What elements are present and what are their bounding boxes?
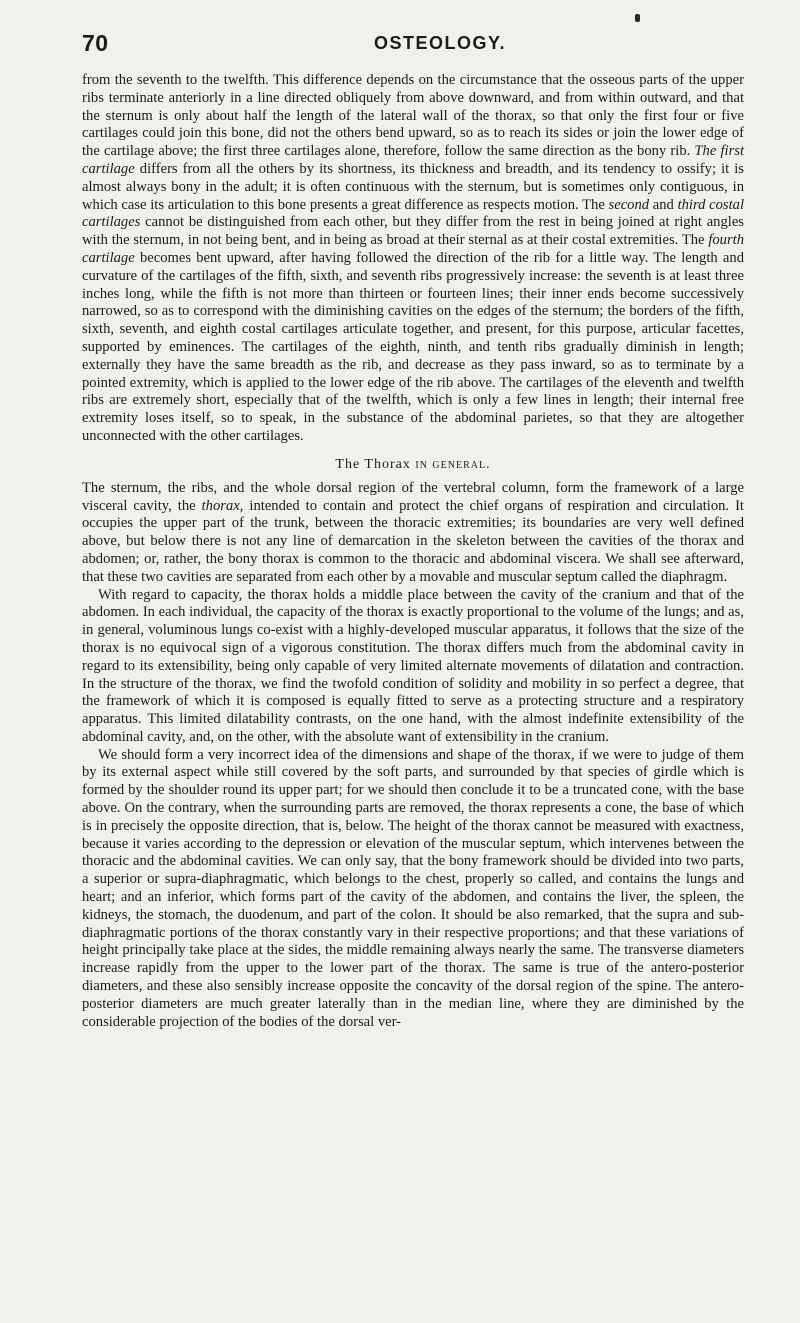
text-span: intended to contain and protect the chief organs of respiration and circulation. It occupies the upper part of the trunk, between the thoracic extremities; its boundaries are very well defined above, but below there is not any line of demarcation in the skeleton between the cavities of the thorax and abdomen; or, rather, the bony thorax is common to the thoracic and abdominal viscera. We shall see afterward, that these two cavities are separated from each other by a movable and muscular septum called the diaphragm.	[82, 497, 744, 585]
section-heading-rest: in general.	[410, 456, 491, 472]
text-span: becomes bent upward, after having followed the direction of the rib for a little way. The length and curvature of the cartilages of the fifth, sixth, and seventh ribs progressively increase: the seventh is at least three inches long, while the fifth is not more than thirteen or fourteen lines; their inner ends become successively narrowed, so as to correspond with the diminishing cavities on the edges of the sternum; the borders of the fifth, sixth, seventh, and eighth costal cartilages articulate together, and present, for this purpose, articular facettes, supported by eminences. The cartilages of the eighth, ninth, and tenth ribs gradually diminish in length; externally they have the same breadth as the rib, and decrease as they pass inward, so as to terminate by a pointed extremity, which is applied to the lower edge of the rib above. The cartilages of the eleventh and twelfth ribs are extremely short, especially that of the twelfth, which is only a few lines in length; their internal free extremity loses itself, so to speak, in the substance of the abdominal parietes, so that they are altogether unconnected with the other cartilages.	[82, 249, 744, 444]
section-heading-main: The Thorax	[335, 456, 411, 472]
italic-term: thorax,	[201, 497, 244, 514]
text-span: The sternum, the ribs, and the whole dorsal region of the vertebral column, form the framework of a large visceral cavity, the	[82, 479, 744, 514]
section-heading	[82, 456, 744, 474]
text-span: differs from all the others by its shortness, its thickness and breadth, and its tendency to ossify; it is almost always bony in the adult; it is often continuous with the sternum, but is sometimes only contiguous, in which case its articulation to this bone presents a great difference as respects motion. The	[82, 160, 744, 213]
italic-term: fourth cartilage	[82, 232, 744, 266]
paragraph-thorax-intro	[82, 480, 744, 587]
body-text	[82, 72, 744, 1031]
italic-term: second	[608, 196, 650, 213]
text-span: from the seventh to the twelfth. This difference depends on the circumstance that the osseous parts of the upper ribs terminate anteriorly in a line directed obliquely from above downward, and from within outward, and that the sternum is only about half the length of the lateral wall of the thorax, so that only the first four or five cartilages could join this bone, did not the others bend upward, so as to reach its sides or join the lower edge of the cartilage above; the first three cartilages alone, therefore, follow the same direction as the bony rib.	[82, 72, 744, 160]
paragraph-cartilages	[82, 72, 744, 446]
italic-term: third costal cartilages	[82, 196, 744, 231]
paragraph-dimensions: We should form a very incorrect idea of the dimensions and shape of the thorax, if we were to judge of them by its external aspect while still covered by the soft parts, and surrounded by that species of girdle which is formed by the shoulder round its upper part; for we should then conclude it to be a truncated cone, with the base above. On the contrary, when the surrounding parts are removed, the thorax represents a cone, the base of which is in precisely the opposite direction, that is, below. The height of the thorax cannot be measured with exactness, because it varies according to the depression or elevation of the muscular septum, which intervenes between the thoracic and the abdominal cavities. We can only say, that the bony framework should be divided into two parts, a superior or supra-diaphragmatic, which belongs to the chest, properly so called, and contains the lungs and heart; and an inferior, which forms part of the cavity of the abdomen, and contains the liver, the spleen, the kidneys, the stomach, the duodenum, and part of the colon. It should be also remarked, that the supra and sub-diaphragmatic portions of the thorax constantly vary in their respective proportions; and that these variations of height principally take place at the sides, the middle remaining always nearly the same. The transverse diameters increase rapidly from the upper to the lower part of the thorax. The same is true of the antero-posterior diameters, and these also sensibly increase opposite the concavity of the dorsal region of the spine. The antero-posterior diameters are much greater laterally than in the median line, where they are diminished by the considerable projection of the bodies of the dorsal ver-	[82, 746, 744, 1030]
text-span: cannot be distinguished from each other, but they differ from the rest in being joined at right angles with the sternum, in not being bent, and in being as broad at their sternal as at their costal extremities. The	[82, 214, 744, 249]
paragraph-capacity: With regard to capacity, the thorax holds a middle place between the cavity of the cranium and that of the abdomen. In each individual, the capacity of the thorax is exactly proportional to the volume of the lungs; and as, in general, voluminous lungs co-exist with a highly-developed muscular apparatus, it follows that the size of the thorax is no equivocal sign of a vigorous constitution. The thorax differs much from the abdominal cavity in regard to its extensibility, being only capable of very limited alternate movements of dilatation and contraction. In the structure of the thorax, we find the twofold condition of solidity and mobility in so perfect a degree, that the framework of which it is composed is equally fitted to serve as a protecting structure and a respiratory apparatus. This limited dilatability contrasts, on the one hand, with the almost indefinite extensibility of the abdominal cavity, and, on the other, with the absolute want of extensibility in the cranium.	[82, 586, 744, 745]
running-title: OSTEOLOGY.	[374, 33, 507, 53]
page-number: 70	[82, 30, 109, 56]
italic-term: The first cartilage	[82, 143, 744, 177]
running-head	[82, 30, 744, 64]
text-span: and	[649, 196, 678, 213]
printer-mark	[635, 14, 640, 22]
